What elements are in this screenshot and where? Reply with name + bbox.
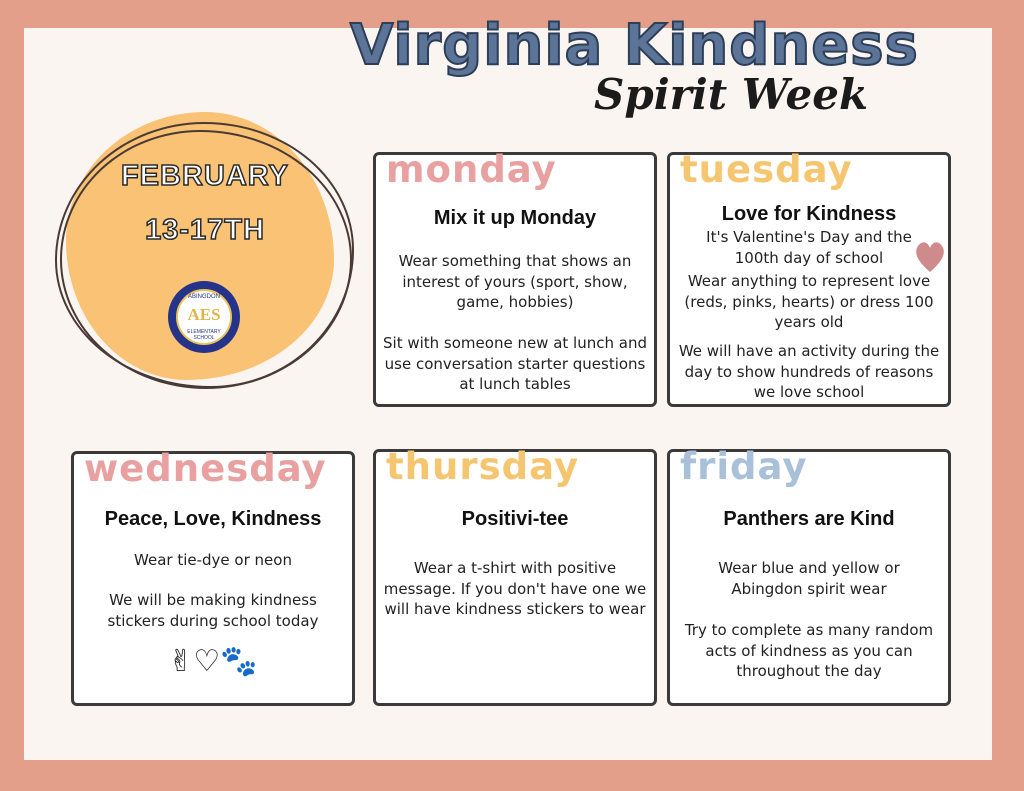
wednesday-title: wednesday	[84, 447, 327, 490]
logo-top-text: ABINGDON	[187, 294, 220, 300]
friday-text-1: Wear blue and yellow or Abingdon spirit wear	[718, 559, 900, 598]
peace-love-paw-icons: ✌♡🐾	[168, 644, 258, 679]
logo-bottom-text: ELEMENTARY SCHOOL	[187, 329, 221, 341]
logo-initials: AES	[187, 305, 221, 324]
wednesday-text-2: We will be making kindness stickers during school today	[107, 591, 319, 630]
school-logo-inner	[176, 289, 232, 345]
monday-heading: Mix it up Monday	[433, 207, 597, 229]
thursday-title: thursday	[386, 445, 580, 488]
wednesday-card	[71, 447, 355, 706]
page-title: Virginia Kindness	[350, 13, 919, 78]
thursday-card	[373, 445, 657, 706]
tuesday-text-1: It's Valentine's Day and the 100th day of school	[706, 228, 912, 267]
tuesday-text-2: Wear anything to represent love (reds, pinks, hearts) or dress 100 years old	[684, 272, 934, 331]
wednesday-heading: Peace, Love, Kindness	[104, 508, 322, 530]
friday-text-2: Try to complete as many random acts of kindness as you can throughout the day	[684, 621, 934, 680]
page-subtitle: Spirit Week	[594, 70, 869, 119]
thursday-text-1: Wear a t-shirt with positive message. If you don't have one we will have kindness stickers to wear	[383, 559, 647, 618]
tuesday-card	[667, 148, 951, 407]
monday-card	[373, 148, 657, 407]
school-logo	[168, 281, 240, 353]
tuesday-text-3: We will have an activity during the day to show hundreds of reasons we love school	[678, 342, 940, 401]
friday-heading: Panthers are Kind	[723, 508, 895, 530]
monday-title: monday	[386, 148, 557, 191]
date-month: FEBRUARY	[120, 160, 290, 192]
monday-text-1: Wear something that shows an interest of yours (sport, show, game, hobbies)	[398, 252, 632, 311]
wednesday-text-1: Wear tie-dye or neon	[134, 551, 292, 569]
friday-card	[667, 445, 951, 706]
date-range: 13-17TH	[145, 214, 265, 246]
monday-text-2: Sit with someone new at lunch and use conversation starter questions at lunch tables	[383, 334, 647, 393]
tuesday-heading: Love for Kindness	[721, 203, 897, 225]
friday-title: friday	[680, 445, 808, 488]
heart-icon	[912, 236, 948, 276]
tuesday-title: tuesday	[680, 148, 853, 191]
thursday-heading: Positivi-tee	[461, 508, 569, 530]
